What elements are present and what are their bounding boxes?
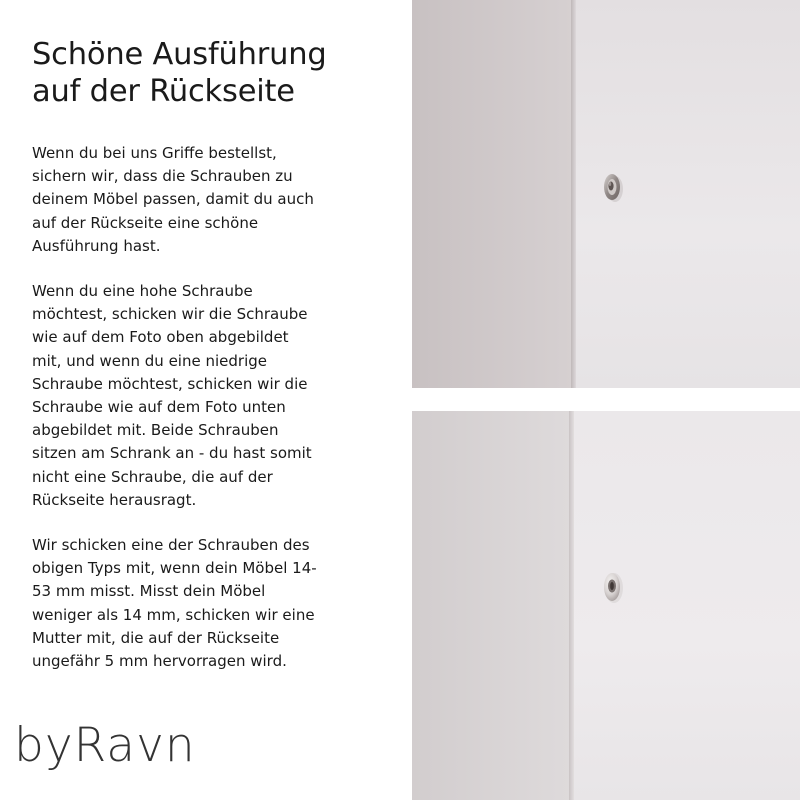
text-line: abgebildet mit. Beide Schrauben [32, 421, 279, 440]
text-line: weniger als 14 mm, schicken wir eine [32, 605, 315, 624]
text-line: deinem Möbel passen, damit du auch [32, 190, 314, 209]
text-line: möchtest, schicken wir die Schraube [32, 305, 308, 324]
text-line: Rückseite herausragt. [32, 490, 197, 509]
text-line: wie auf dem Foto oben abgebildet [32, 328, 289, 347]
brand-logo: byRavn [14, 718, 196, 773]
high-screw-icon [602, 170, 624, 204]
text-line: auf der Rückseite eine schöne [32, 213, 259, 232]
paragraph-screw-types [32, 280, 377, 512]
text-line: Ausführung hast. [32, 236, 161, 255]
text-line: Wenn du eine hohe Schraube [32, 282, 253, 301]
photo-high-screw [412, 0, 800, 388]
panel-edge [569, 411, 574, 800]
photo-low-screw [412, 411, 800, 800]
text-line: mit, und wenn du eine niedrige [32, 351, 267, 370]
text-line: obigen Typs mit, wenn dein Möbel 14- [32, 559, 317, 578]
text-line: Mutter mit, die auf der Rückseite [32, 628, 280, 647]
panel-edge [571, 0, 576, 388]
text-line: Schraube wie auf dem Foto unten [32, 398, 286, 417]
text-line: Wir schicken eine der Schrauben des [32, 536, 310, 555]
cabinet-side-surface [412, 411, 572, 800]
cabinet-back-panel [572, 411, 800, 800]
text-line: ungefähr 5 mm hervorragen wird. [32, 652, 287, 671]
text-line: 53 mm misst. Misst dein Möbel [32, 582, 266, 601]
text-column [32, 36, 377, 673]
page-title [32, 36, 377, 110]
text-line: Wenn du bei uns Griffe bestellst, [32, 144, 277, 162]
text-line: sitzen am Schrank an - du hast somit [32, 444, 312, 463]
cabinet-side-surface [412, 0, 574, 388]
low-screw-icon [602, 569, 624, 605]
paragraph-thickness [32, 534, 377, 673]
paragraph-intro [32, 142, 377, 258]
text-line: nicht eine Schraube, die auf der [32, 467, 273, 486]
text-line: Schraube möchtest, schicken wir die [32, 374, 308, 393]
text-line: sichern wir, dass die Schrauben zu [32, 167, 293, 186]
title-line: Schöne Ausführung [32, 37, 327, 72]
title-line: auf der Rückseite [32, 74, 295, 109]
